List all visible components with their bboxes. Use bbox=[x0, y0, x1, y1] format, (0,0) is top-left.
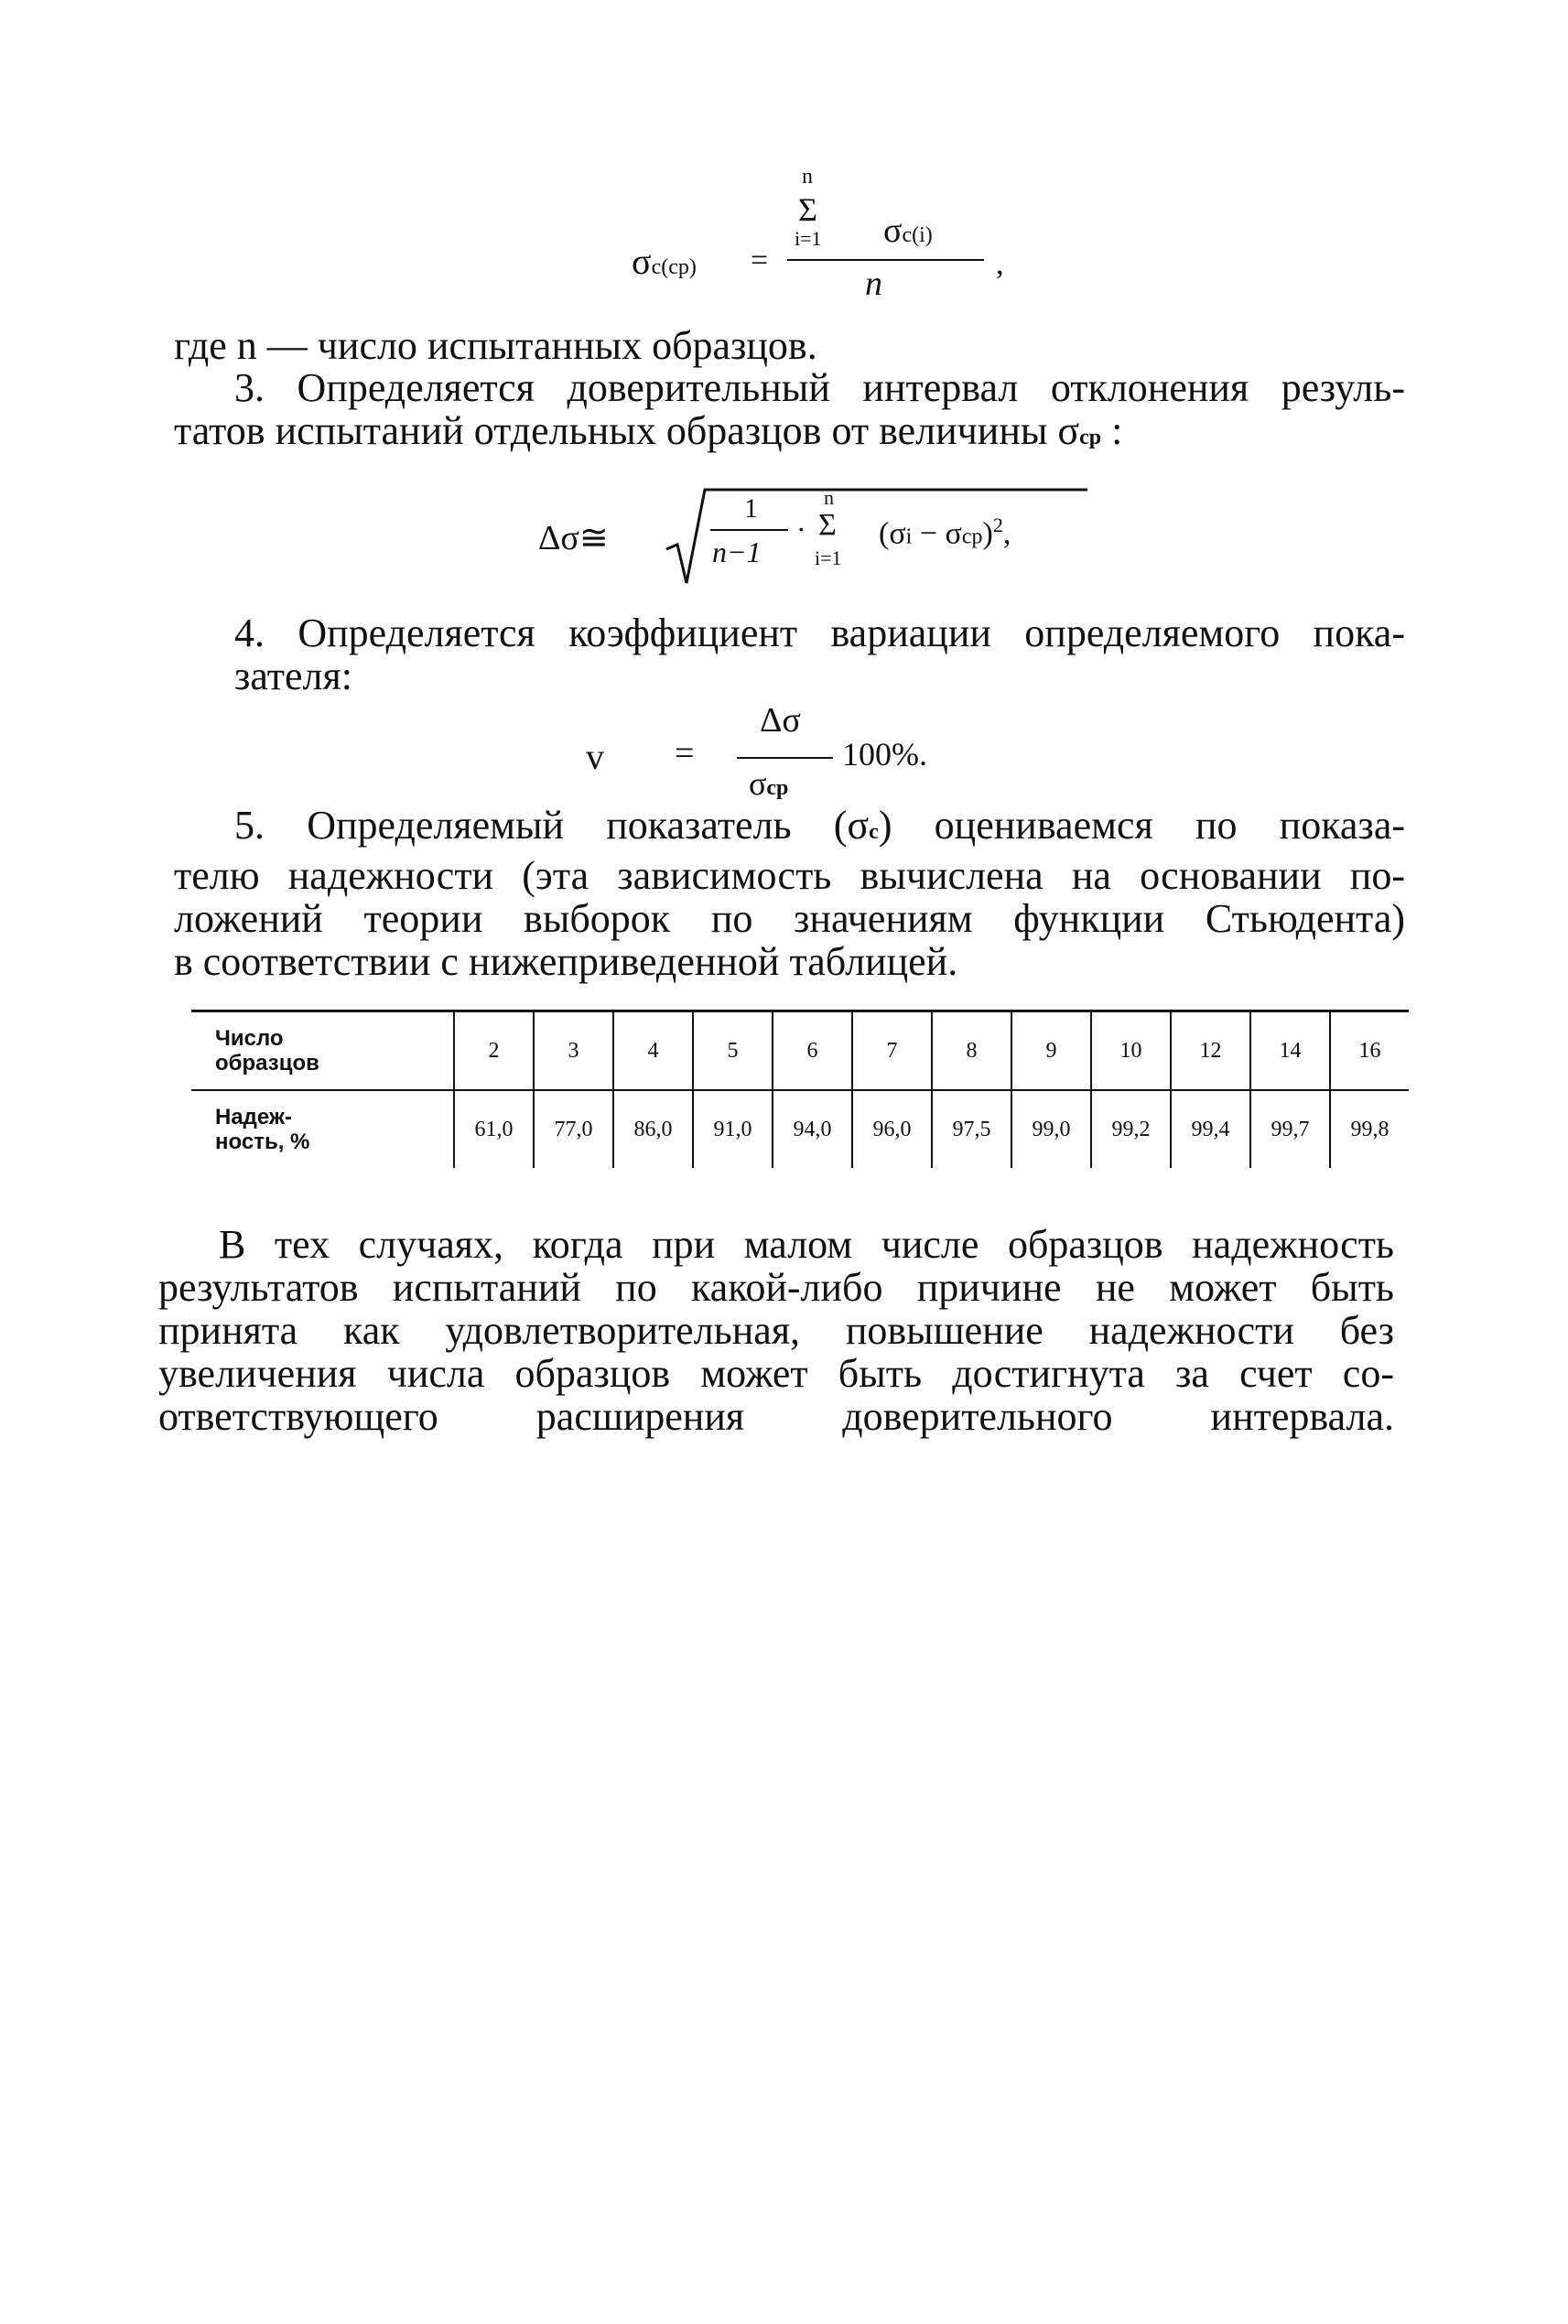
table-cell: 3 bbox=[534, 1011, 613, 1091]
closing-line1: В тех случаях, когда при малом числе образцов надежность bbox=[219, 1222, 1394, 1267]
table-row-reliability bbox=[191, 1090, 1409, 1168]
table-cell: 86,0 bbox=[613, 1090, 693, 1168]
where-text: где n — число испытанных образцов. bbox=[174, 323, 817, 368]
table-cell: 99,8 bbox=[1330, 1090, 1409, 1168]
fraction-bar bbox=[787, 259, 984, 261]
table-cell: 99,4 bbox=[1171, 1090, 1250, 1168]
formula-v-lhs: v bbox=[586, 736, 604, 777]
table-row-samples bbox=[191, 1011, 1409, 1091]
item4-line1: 4. Определяется коэффициент вариации определяемого пока- bbox=[234, 611, 1405, 655]
formula-v-eq: = bbox=[675, 734, 695, 773]
sum-sign: Σ bbox=[798, 191, 817, 228]
closing-line3: принята как удовлетворительная, повышение надежности без bbox=[158, 1308, 1394, 1353]
table-cell: 9 bbox=[1011, 1011, 1091, 1091]
formula-ci-body: $(\sigma i - \sigma cp)^2$, bbox=[879, 513, 1011, 551]
row-label-reliability: Надеж- ность, % bbox=[191, 1090, 454, 1168]
formula-ci-lhs: Δσ≅ bbox=[538, 519, 609, 557]
multiply-dot: · bbox=[796, 513, 806, 546]
closing-line4: увеличения числа образцов может быть достигнута за счет со- bbox=[158, 1351, 1394, 1396]
table-cell: 5 bbox=[693, 1011, 773, 1091]
sum-term: σc(i) bbox=[883, 211, 933, 250]
item3-line1: 3. Определяется доверительный интервал отклонения резуль- bbox=[234, 365, 1405, 410]
item5-line2: телю надежности (эта зависимость вычислена на основании по- bbox=[174, 853, 1405, 898]
item4-line2: зателя: bbox=[234, 654, 352, 698]
paragraph-item-4 bbox=[174, 611, 1405, 697]
table-cell: 14 bbox=[1250, 1011, 1330, 1091]
formula-v-tail: 100%. bbox=[842, 736, 927, 773]
table-cell: 91,0 bbox=[693, 1090, 773, 1168]
sum-sign: Σ bbox=[818, 508, 837, 542]
closing-line5: ответствующего расширения доверительного интервала. bbox=[158, 1394, 1394, 1439]
formula-mean-lhs: σc(cp) bbox=[632, 241, 697, 282]
item3-line2: татов испытаний отдельных образцов от величины σcp : bbox=[174, 408, 1123, 453]
item5-line3: ложений теории выборок по значениям функции Стьюдента) bbox=[174, 896, 1405, 941]
item5-line1: 5. Определяемый показатель (σc) оцениваемся по показа- bbox=[234, 803, 1405, 848]
table-cell: 8 bbox=[932, 1011, 1011, 1091]
table-cell: 94,0 bbox=[773, 1090, 852, 1168]
table-cell: 97,5 bbox=[932, 1090, 1011, 1168]
table-cell: 2 bbox=[454, 1011, 534, 1091]
where-line bbox=[174, 324, 1405, 367]
sum-lower-limit: i=1 bbox=[795, 227, 822, 250]
table-cell: 16 bbox=[1330, 1011, 1409, 1091]
formula-mean-comma: , bbox=[996, 247, 1004, 281]
closing-line2: результатов испытаний по какой-либо причине не может быть bbox=[158, 1265, 1394, 1310]
item5-line4: в соответствии с нижеприведенной таблицей. bbox=[174, 939, 958, 984]
table-cell: 61,0 bbox=[454, 1090, 534, 1168]
table-cell: 99,0 bbox=[1011, 1090, 1091, 1168]
paragraph-item-5 bbox=[174, 804, 1405, 983]
table-cell: 99,7 bbox=[1250, 1090, 1330, 1168]
paragraph-item-3 bbox=[174, 366, 1405, 459]
sum-upper-limit: n bbox=[802, 165, 813, 189]
reliability-table bbox=[191, 1010, 1409, 1168]
formula-variation bbox=[586, 700, 970, 810]
fraction-bar bbox=[737, 757, 833, 759]
paragraph-closing bbox=[158, 1223, 1394, 1438]
table-cell: 96,0 bbox=[852, 1090, 932, 1168]
table-cell: 6 bbox=[773, 1011, 852, 1091]
sum-lower-limit: i=1 bbox=[815, 546, 842, 569]
table-cell: 77,0 bbox=[534, 1090, 613, 1168]
formula-mean-eq: = bbox=[751, 243, 769, 277]
table-cell: 12 bbox=[1171, 1011, 1250, 1091]
formula-v-numerator: Δσ bbox=[760, 701, 801, 740]
table-cell: 4 bbox=[613, 1011, 693, 1091]
formula-confidence-interval bbox=[538, 481, 1106, 600]
table-cell: 7 bbox=[852, 1011, 932, 1091]
formula-mean bbox=[632, 156, 1016, 311]
table-cell: 10 bbox=[1091, 1011, 1171, 1091]
row-label-samples: Число образцов bbox=[191, 1011, 454, 1091]
formula-v-denominator: σcp bbox=[749, 765, 789, 802]
table-cell: 99,2 bbox=[1091, 1090, 1171, 1168]
formula-mean-denominator: n bbox=[865, 265, 882, 303]
inner-fraction-bar bbox=[710, 529, 788, 531]
sum-upper-limit: n bbox=[824, 486, 834, 509]
fraction-denominator: n−1 bbox=[712, 535, 762, 568]
fraction-numerator: 1 bbox=[744, 493, 758, 524]
